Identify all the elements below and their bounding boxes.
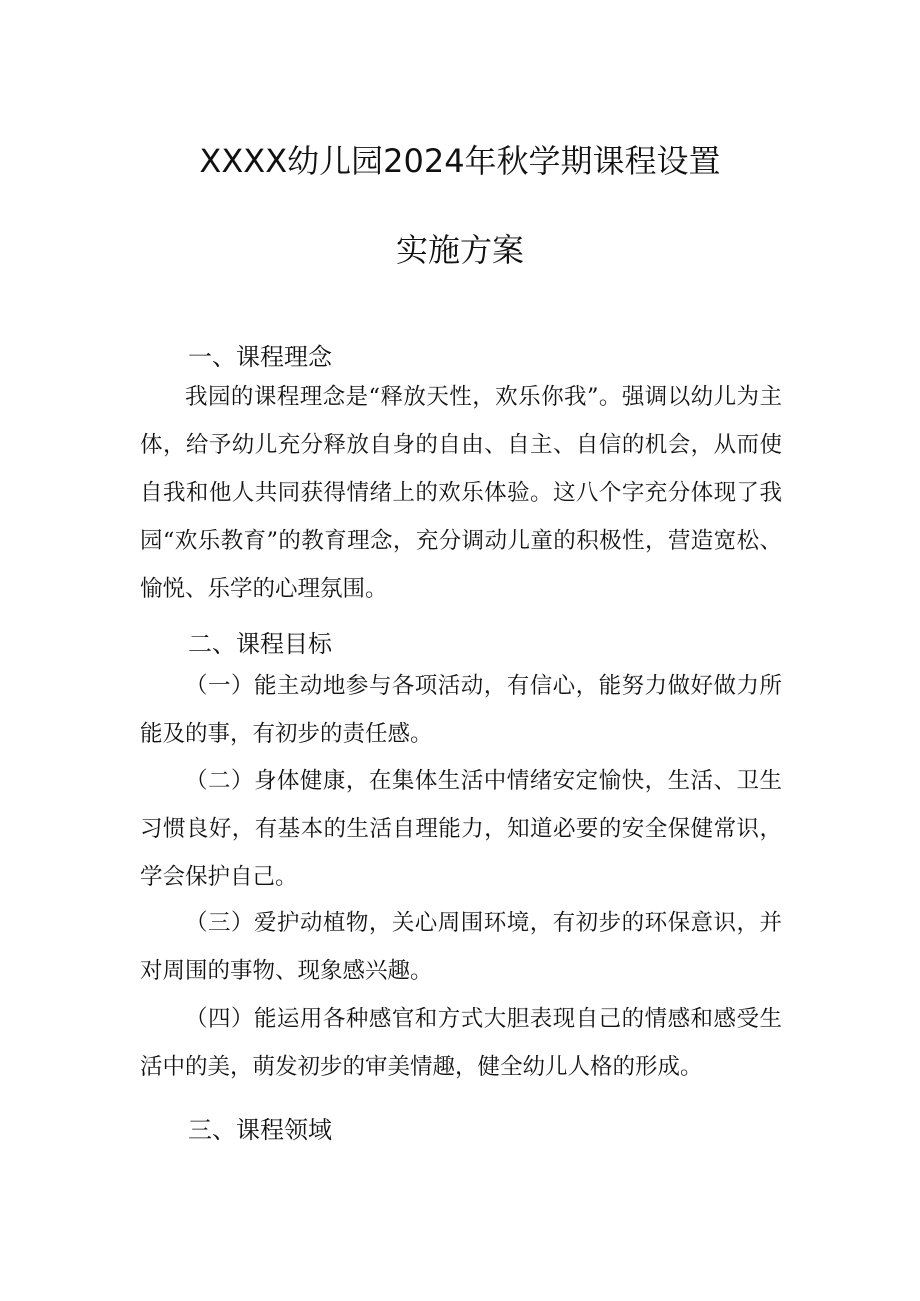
paragraph-goal-4: （四）能运用各种感官和方式大胆表现自己的情感和感受生活中的美，萌发初步的审美情趣，健全幼儿人格的形成。 [140, 1006, 782, 1080]
section-heading-domains: 三、课程领域 [188, 1116, 332, 1144]
paragraph-goal-3: （三）爱护动植物，关心周围环境，有初步的环保意识，并对周围的事物、现象感兴趣。 [140, 910, 782, 984]
section-heading-philosophy: 一、课程理念 [188, 343, 332, 371]
document-title-line2: 实施方案 [395, 231, 524, 269]
paragraph-goal-1: （一）能主动地参与各项活动，有信心，能努力做好做力所能及的事，有初步的责任感。 [140, 673, 782, 747]
section-heading-goals: 二、课程目标 [188, 630, 332, 658]
document-title-line1: XXXX幼儿园2024年秋学期课程设置 [199, 142, 721, 180]
paragraph-philosophy: 我园的课程理念是“释放天性，欢乐你我”。强调以幼儿为主体，给予幼儿充分释放自身的自由、自主、自信的机会，从而使自我和他人共同获得情绪上的欢乐体验。这八个字充分体现了我园“欢乐教育”的教育理念，充分调动儿童的积极性，营造宽松、愉悦、乐学的心理氛围。 [140, 384, 782, 602]
paragraph-goal-2: （二）身体健康，在集体生活中情绪安定愉快，生活、卫生习惯良好，有基本的生活自理能力，知道必要的安全保健常识，学会保护自己。 [140, 768, 782, 890]
